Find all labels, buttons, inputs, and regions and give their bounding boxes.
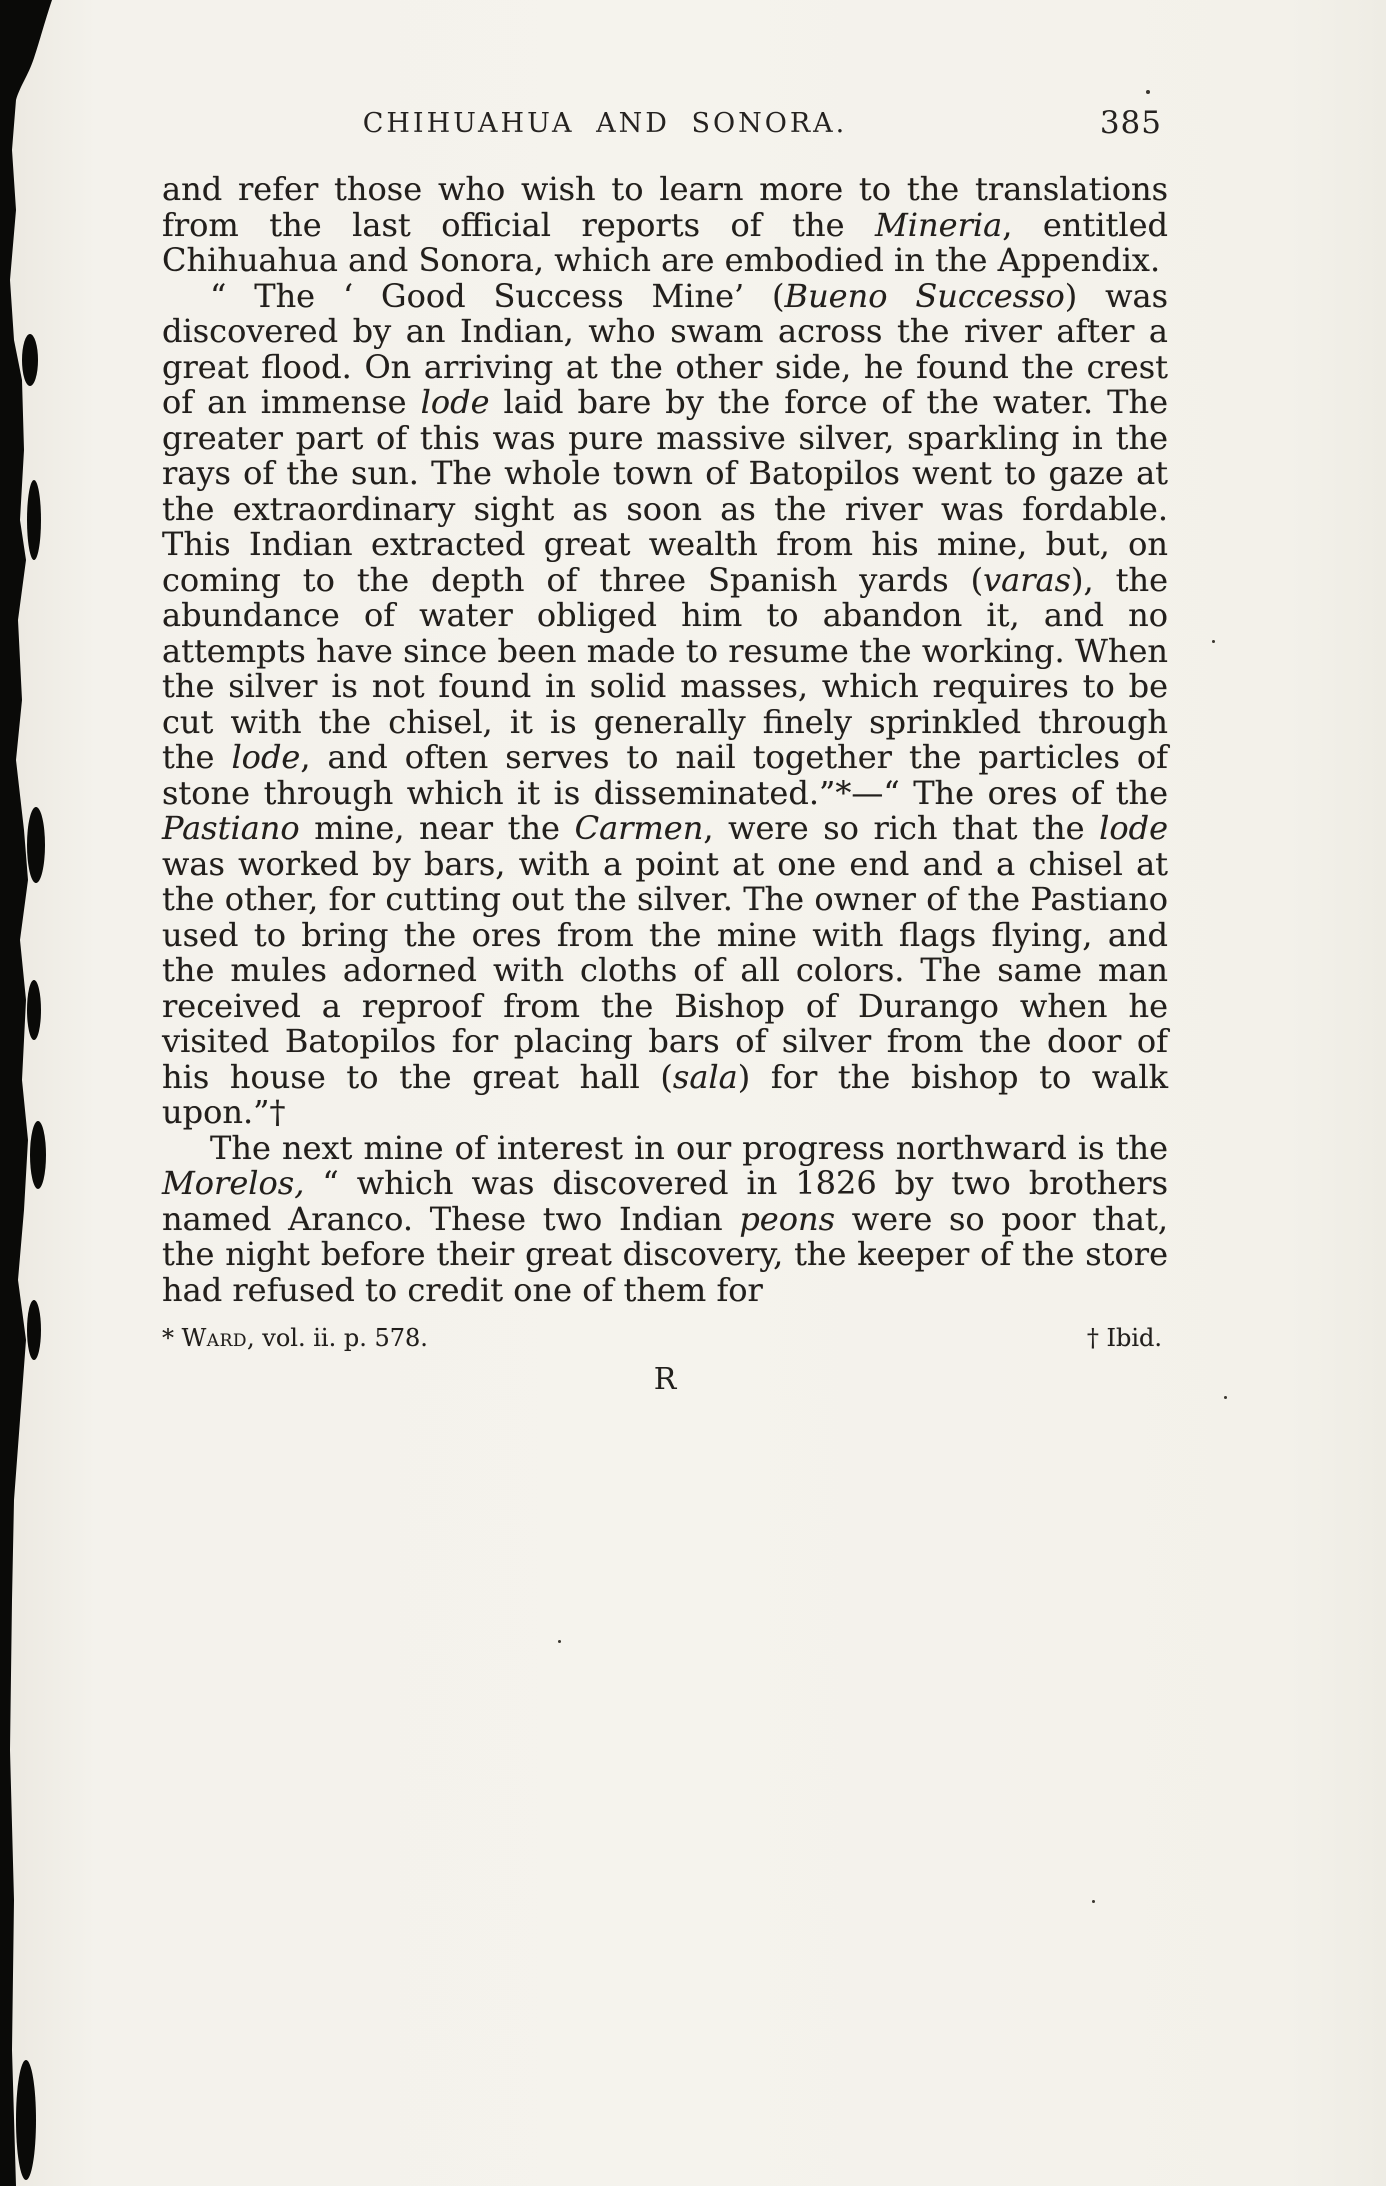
text-run: “ which was discovered in 1826 by two brothers named Aranco. These two Indian (162, 1164, 1168, 1238)
text-run: Pastiano (162, 809, 300, 847)
body-text (162, 172, 1168, 1308)
text-run: , entitled Chihuahua and Sonora, which are embodied in the Appendix. (162, 205, 1169, 279)
text-run: mine, near the (299, 809, 575, 847)
text-run: and refer those who wish to learn more to the translations from the last official reports of the (162, 170, 1168, 244)
text-run: Bueno Successo (784, 276, 1065, 315)
text-run: † Ibid. (1086, 1324, 1162, 1352)
text-run: was worked by bars, with a point at one end and a chisel at the other, for cutting out the silver. The owner of the Pastiano used to bring the ores from the mine with flags flying, and the mules adorned with cloths of all colors. The same man received a reproof from the Bishop of Durango when he visited Batopilos for placing bars of silver from the door of his house to the great hall ( (162, 844, 1168, 1096)
scan-speck (558, 1640, 561, 1643)
text-run: , vol. ii. p. 578. (247, 1324, 428, 1352)
signature-mark: R (653, 1362, 677, 1397)
text-run: lode (231, 738, 301, 776)
footnotes (162, 1324, 1168, 1352)
scan-speck (1224, 1396, 1227, 1399)
running-header (162, 105, 1168, 148)
running-header-title: CHIHUAHUA AND SONORA. (362, 108, 848, 139)
paragraph (162, 172, 1168, 279)
text-run: lode (420, 383, 490, 421)
paragraph (162, 1128, 1169, 1309)
text-run: Carmen (574, 809, 704, 847)
text-run: sala (672, 1057, 738, 1096)
text-run: were so poor that, the night before their great discovery, the keeper of the store had refused to credit one of them for (162, 1199, 1169, 1309)
text-run: lode (1099, 809, 1169, 847)
text-run: , and often serves to nail together the particles of stone through which it is disseminated.”*—“ The ores of the (162, 738, 1169, 812)
text-run: ), the abundance of water obliged him to abandon it, and no attempts have since been made to resume the working. When the silver is not found in solid masses, which requires to be cut with the chisel, it is generally finely sprinkled through the (162, 560, 1169, 776)
scan-speck (1092, 1900, 1095, 1903)
text-run: * (162, 1324, 182, 1352)
footnote-right (1087, 1324, 1162, 1352)
text-run: ) for the bishop to walk upon.”† (162, 1057, 1169, 1131)
text-run: Ward (181, 1324, 248, 1352)
paragraph (162, 276, 1169, 1131)
text-run: The next mine of interest in our progress northward is the (210, 1128, 1168, 1167)
page-content (162, 105, 1169, 1397)
text-run: “ The ‘ Good Success Mine’ ( (210, 276, 785, 315)
text-run: varas (983, 560, 1072, 599)
text-run: ) was discovered by an Indian, who swam across the river after a great flood. On arriving at the other side, he found the crest of an immense (162, 276, 1169, 421)
binding-edge (0, 0, 70, 2186)
text-run: Mineria (875, 205, 1003, 244)
text-run: laid bare by the force of the water. The greater part of this was pure massive silver, sparkling in the rays of the sun. The whole town of Batopilos went to gaze at the extraordinary sight as soon as the river was fordable. This Indian extracted great wealth from his mine, but, on coming to the depth of three Spanish yards ( (162, 383, 1169, 599)
text-run: peons (739, 1199, 836, 1238)
text-run: , were so rich that the (703, 809, 1100, 847)
text-run: Morelos, (162, 1164, 305, 1202)
footnote-left (162, 1324, 428, 1352)
page-number: 385 (1099, 105, 1162, 141)
scan-speck (1212, 640, 1215, 643)
scan-speck (1146, 90, 1150, 94)
